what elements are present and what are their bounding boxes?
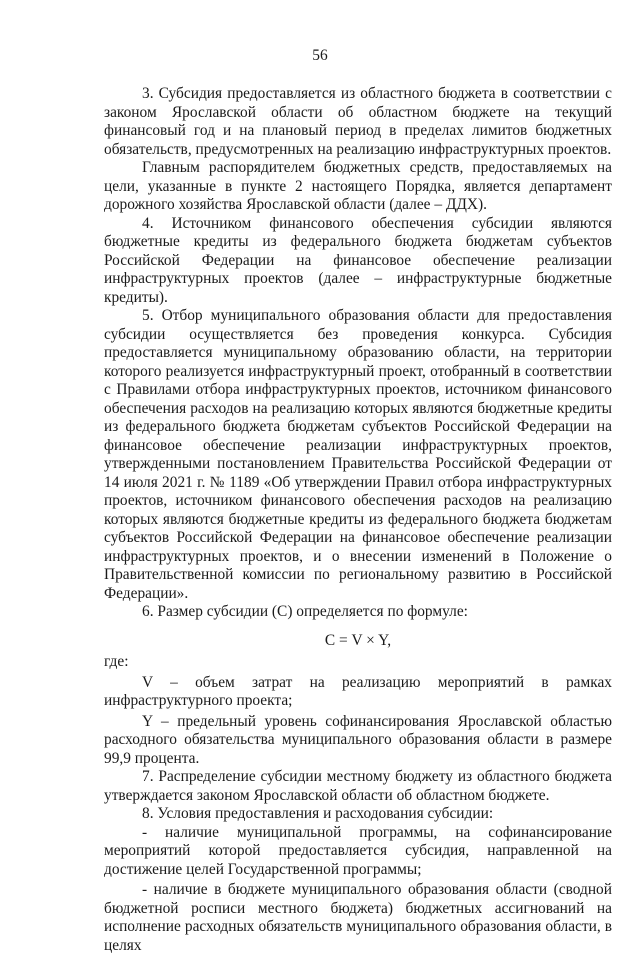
paragraph-clause-3: 3. Субсидия предоставляется из областного бюджета в соответствии с законом Ярославской области об областном бюджете на текущий финансовый год и на плановый период в пределах лимитов бюджетных обязательств, предусмотренных на реализацию инфраструктурных проектов. (104, 85, 612, 158)
paragraph-clause-5: 5. Отбор муниципального образования области для предоставления субсидии осуществляется без проведения конкурса. Субсидия предоставляется муниципальному образованию области, на территории которого реализуется инфраструктурный проект, отобранный в соответствии с Правилами отбора инфраструктурных проектов, источником финансового обеспечения расходов на реализацию которых являются бюджетные кредиты из федерального бюджета бюджетам субъектов Российской Федерации на финансовое обеспечение реализации инфраструктурных проектов, утвержденными постановлением Правительства Российской Федерации от 14 июля 2021 г. № 1189 «Об утверждении Правил отбора инфраструктурных проектов, источником финансового обеспечения расходов на реализацию которых являются бюджетные кредиты из федерального бюджета бюджетам субъектов Российской Федерации на финансовое обеспечение реализации инфраструктурных проектов, и о внесении изменений в Положение о Правительственной комиссии по региональному развитию в Российской Федерации». (104, 307, 612, 602)
formula-variable-y: Y – предельный уровень софинансирования Ярославской областью расходного обязательства муниципального образования области в размере 99,9 процента. (104, 712, 612, 767)
paragraph-clause-8: 8. Условия предоставления и расходования субсидии: (142, 805, 494, 822)
subsidy-formula: С = V × Y, (324, 631, 392, 649)
paragraph-clause-4: 4. Источником финансового обеспечения субсидии являются бюджетные кредиты из федерального бюджета бюджетам субъектов Российской Федерации на финансовое обеспечение реализации инфраструктурных проектов (далее – инфраструктурные бюджетные кредиты). (104, 214, 612, 306)
paragraph-clause-7: 7. Распределение субсидии местному бюджету из областного бюджета утверждается законом Ярославской области об областном бюджете. (104, 768, 612, 804)
condition-item-budget: - наличие в бюджете муниципального образования области (сводной бюджетной росписи местного бюджета) бюджетных ассигнований на исполнение расходных обязательств муниципального образования области, в целях (104, 881, 612, 954)
paragraph-main-administrator: Главным распорядителем бюджетных средств, предоставляемых на цели, указанные в пункте 2 настоящего Порядка, является департамент дорожного хозяйства Ярославской области (далее – ДДХ). (104, 159, 612, 213)
formula-where-label: где: (104, 653, 129, 670)
formula-variable-v: V – объем затрат на реализацию мероприятий в рамках инфраструктурного проекта; (104, 673, 612, 709)
condition-item-program: - наличие муниципальной программы, на софинансирование мероприятий которой предоставляется субсидия, направленной на достижение целей Государственной программы; (104, 823, 612, 878)
document-body (104, 85, 612, 955)
page-number: 56 (312, 47, 328, 64)
paragraph-clause-6: 6. Размер субсидии (С) определяется по формуле: (142, 603, 468, 620)
